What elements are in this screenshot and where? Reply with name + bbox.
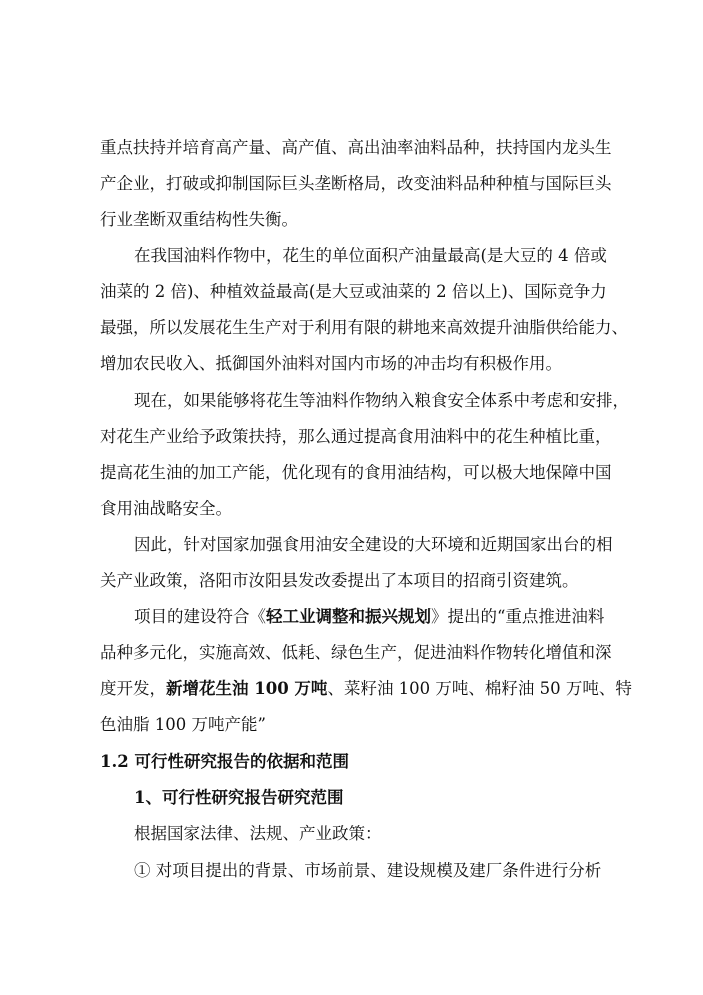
paragraph-3-line-2: 对花生产业给予政策扶持，那么通过提高食用油料中的花生种植比重， [100,427,612,446]
paragraph-4-line-2: 关产业政策，洛阳市汝阳县发改委提出了本项目的招商引资建筑。 [100,571,579,590]
paragraph-4-line-1: 因此，针对国家加强食用油安全建设的大环境和近期国家出台的相 [134,535,613,554]
paragraph-6: 根据国家法律、法规、产业政策： [134,824,382,843]
paragraph-5-line-3-text-a: 度开发， [100,679,166,698]
paragraph-1-line-2: 产企业，打破或抑制国际巨头垄断格局，改变油料品种种植与国际巨头 [100,174,612,193]
section-heading: 1.2 可行性研究报告的依据和范围 [100,752,349,771]
peanut-oil-emphasis: 新增花生油 100 万吨 [166,679,328,698]
paragraph-5-line-3-text-c: 、菜籽油 100 万吨、棉籽油 50 万吨、特 [327,679,632,698]
paragraph-5-line-4: 色油脂 100 万吨产能” [100,715,266,734]
paragraph-1-line-3: 行业垄断双重结构性失衡。 [100,210,298,229]
paragraph-5-text-c: 》提出的“重点推进油料 [431,607,605,626]
paragraph-5-line-2: 品种多元化，实施高效、低耗、绿色生产，促进油料作物转化增值和深 [100,643,612,662]
paragraph-1-line-1: 重点扶持并培育高产量、高产值、高出油率油料品种，扶持国内龙头生 [100,138,612,157]
paragraph-3-line-4: 食用油战略安全。 [100,499,232,518]
paragraph-2-line-3: 最强，所以发展花生生产对于利用有限的耕地来高效提升油脂供给能力、 [100,318,628,337]
paragraph-2-line-4: 增加农民收入、抵御国外油料对国内市场的冲击均有积极作用。 [100,354,562,373]
plan-title-emphasis: 轻工业调整和振兴规划 [266,607,431,626]
paragraph-3-line-1: 现在，如果能够将花生等油料作物纳入粮食安全体系中考虑和安排， [134,391,629,410]
paragraph-5-line-3 [100,677,630,701]
sub-heading: 1、可行性研究报告研究范围 [134,788,344,807]
paragraph-5-text-a: 项目的建设符合《 [134,607,266,626]
paragraph-2-line-1: 在我国油料作物中，花生的单位面积产油量最高(是大豆的 4 倍或 [134,246,607,265]
paragraph-3-line-3: 提高花生油的加工产能，优化现有的食用油结构，可以极大地保障中国 [100,463,612,482]
list-item-1: ① 对项目提出的背景、市场前景、建设规模及建厂条件进行分析 [134,861,602,880]
paragraph-2-line-2: 油菜的 2 倍)、种植效益最高(是大豆或油菜的 2 倍以上)、国际竞争力 [100,282,607,301]
paragraph-5-line-1 [134,605,664,629]
